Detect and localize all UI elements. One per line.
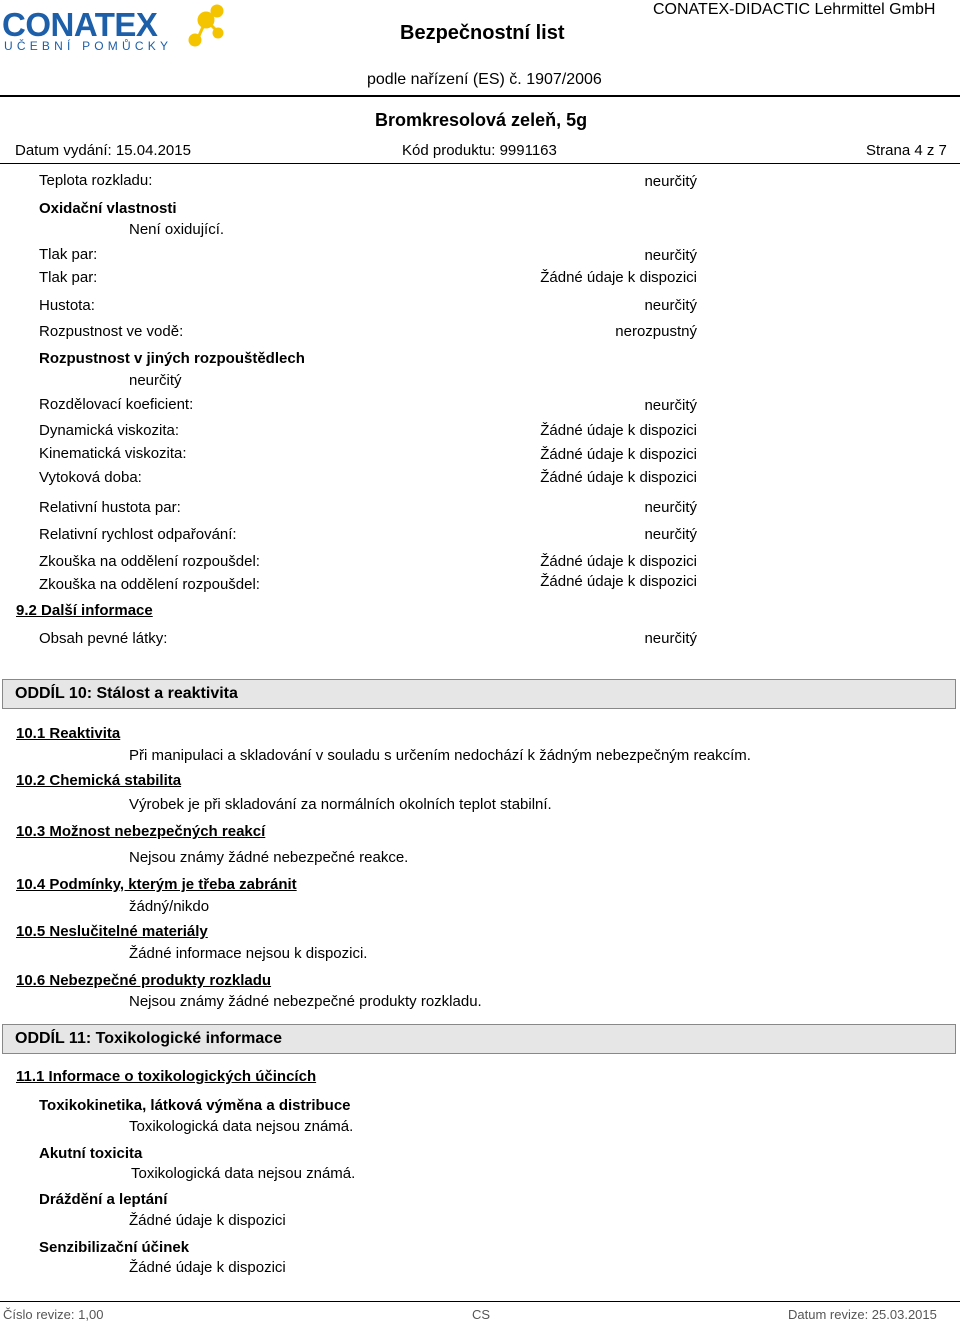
reactivity-text: Při manipulaci a skladování v souladu s určením nedochází k žádným nebezpečným reakcím. [129, 747, 751, 764]
kin-label: Kinematická viskozita: [39, 445, 187, 462]
acute-toxicity-label: Akutní toxicita [39, 1145, 143, 1162]
header-divider [0, 95, 960, 97]
logo-text: CONATEX [2, 6, 158, 43]
flow-label: Vytoková doba: [39, 469, 142, 486]
revision-number: Číslo revize: 1,00 [3, 1307, 104, 1322]
section-11-header [2, 1024, 956, 1054]
hazardous-reactions-heading: 10.3 Možnost nebezpečných reakcí [16, 823, 266, 840]
sensitization-text: Žádné údaje k dispozici [129, 1259, 286, 1276]
irritation-label: Dráždění a leptání [39, 1191, 168, 1208]
kin-value: Žádné údaje k dispozici [540, 446, 697, 463]
section-11-title: ODDÍL 11: Toxikologické informace [15, 1030, 283, 1047]
oxid-label: Oxidační vlastnosti [39, 200, 177, 217]
solv-label: Rozpustnost v jiných rozpouštědlech [39, 350, 305, 367]
issue-date: Datum vydání: 15.04.2015 [15, 142, 191, 159]
section-10-header [2, 679, 956, 709]
rvd-value: neurčitý [644, 499, 697, 516]
sensitization-label: Senzibilizační účinek [39, 1239, 190, 1256]
company-name: CONATEX-DIDACTIC Lehrmittel GmbH [653, 1, 936, 18]
header-bottom-divider [0, 163, 960, 164]
decomp-value: neurčitý [644, 173, 697, 190]
evap-label: Relativní rychlost odpařování: [39, 526, 237, 543]
page-number: Strana 4 z 7 [866, 142, 947, 159]
revision-date: Datum revize: 25.03.2015 [788, 1307, 937, 1322]
sep1-label: Zkouška na oddělení rozpoušdel: [39, 553, 260, 570]
rvd-label: Relativní hustota par: [39, 499, 181, 516]
incompatible-heading: 10.5 Neslučitelné materiály [16, 923, 208, 940]
other-info-heading: 9.2 Další informace [16, 602, 153, 619]
water-label: Rozpustnost ve vodě: [39, 323, 184, 340]
sep2-value: Žádné údaje k dispozici [540, 573, 697, 590]
vp1-label: Tlak par: [39, 246, 98, 263]
flow-value: Žádné údaje k dispozici [540, 469, 697, 486]
company-logo [2, 2, 232, 54]
footer-divider [0, 1301, 960, 1302]
conditions-text: žádný/nikdo [129, 898, 210, 915]
decomp-label: Teplota rozkladu: [39, 172, 153, 189]
tox-info-heading: 11.1 Informace o toxikologických účincích [16, 1068, 317, 1085]
product-name: Bromkresolová zeleň, 5g [375, 110, 588, 130]
stability-text: Výrobek je při skladování za normálních okolních teplot stabilní. [129, 796, 552, 813]
part-label: Rozdělovací koeficient: [39, 396, 194, 413]
conditions-heading: 10.4 Podmínky, kterým je třeba zabránit [16, 876, 297, 893]
evap-value: neurčitý [644, 526, 697, 543]
solv-value: neurčitý [129, 372, 182, 389]
product-code: Kód produktu: 9991163 [402, 142, 557, 159]
decomposition-heading: 10.6 Nebezpečné produkty rozkladu [16, 972, 272, 989]
oxid-value: Není oxidující. [129, 221, 225, 238]
dyn-label: Dynamická viskozita: [39, 422, 180, 439]
language-code: CS [472, 1307, 491, 1322]
reactivity-heading: 10.1 Reaktivita [16, 725, 121, 742]
density-value: neurčitý [644, 297, 697, 314]
solid-label: Obsah pevné látky: [39, 630, 168, 647]
dyn-value: Žádné údaje k dispozici [540, 422, 697, 439]
solid-value: neurčitý [644, 630, 697, 647]
regulation: podle nařízení (ES) č. 1907/2006 [367, 71, 602, 88]
sep1-value: Žádné údaje k dispozici [540, 553, 697, 570]
density-label: Hustota: [39, 297, 95, 314]
acute-toxicity-text: Toxikologická data nejsou známá. [131, 1165, 356, 1182]
decomposition-text: Nejsou známy žádné nebezpečné produkty rozkladu. [129, 993, 482, 1010]
document-title: Bezpečnostní list [400, 22, 565, 44]
part-value: neurčitý [644, 397, 697, 414]
irritation-text: Žádné údaje k dispozici [129, 1212, 286, 1229]
vp2-value: Žádné údaje k dispozici [540, 269, 697, 286]
incompatible-text: Žádné informace nejsou k dispozici. [129, 945, 368, 962]
toxicokinetics-text: Toxikologická data nejsou známá. [129, 1118, 354, 1135]
toxicokinetics-label: Toxikokinetika, látková výměna a distribuce [39, 1097, 351, 1114]
logo-subtext: UČEBNÍ POMŮCKY [4, 39, 173, 53]
water-value: nerozpustný [615, 323, 697, 340]
vp1-value: neurčitý [644, 247, 697, 264]
section-10-title: ODDÍL 10: Stálost a reaktivita [15, 685, 238, 702]
stability-heading: 10.2 Chemická stabilita [16, 772, 182, 789]
vp2-label: Tlak par: [39, 269, 98, 286]
sep2-label: Zkouška na oddělení rozpoušdel: [39, 576, 260, 593]
hazardous-reactions-text: Nejsou známy žádné nebezpečné reakce. [129, 849, 409, 866]
